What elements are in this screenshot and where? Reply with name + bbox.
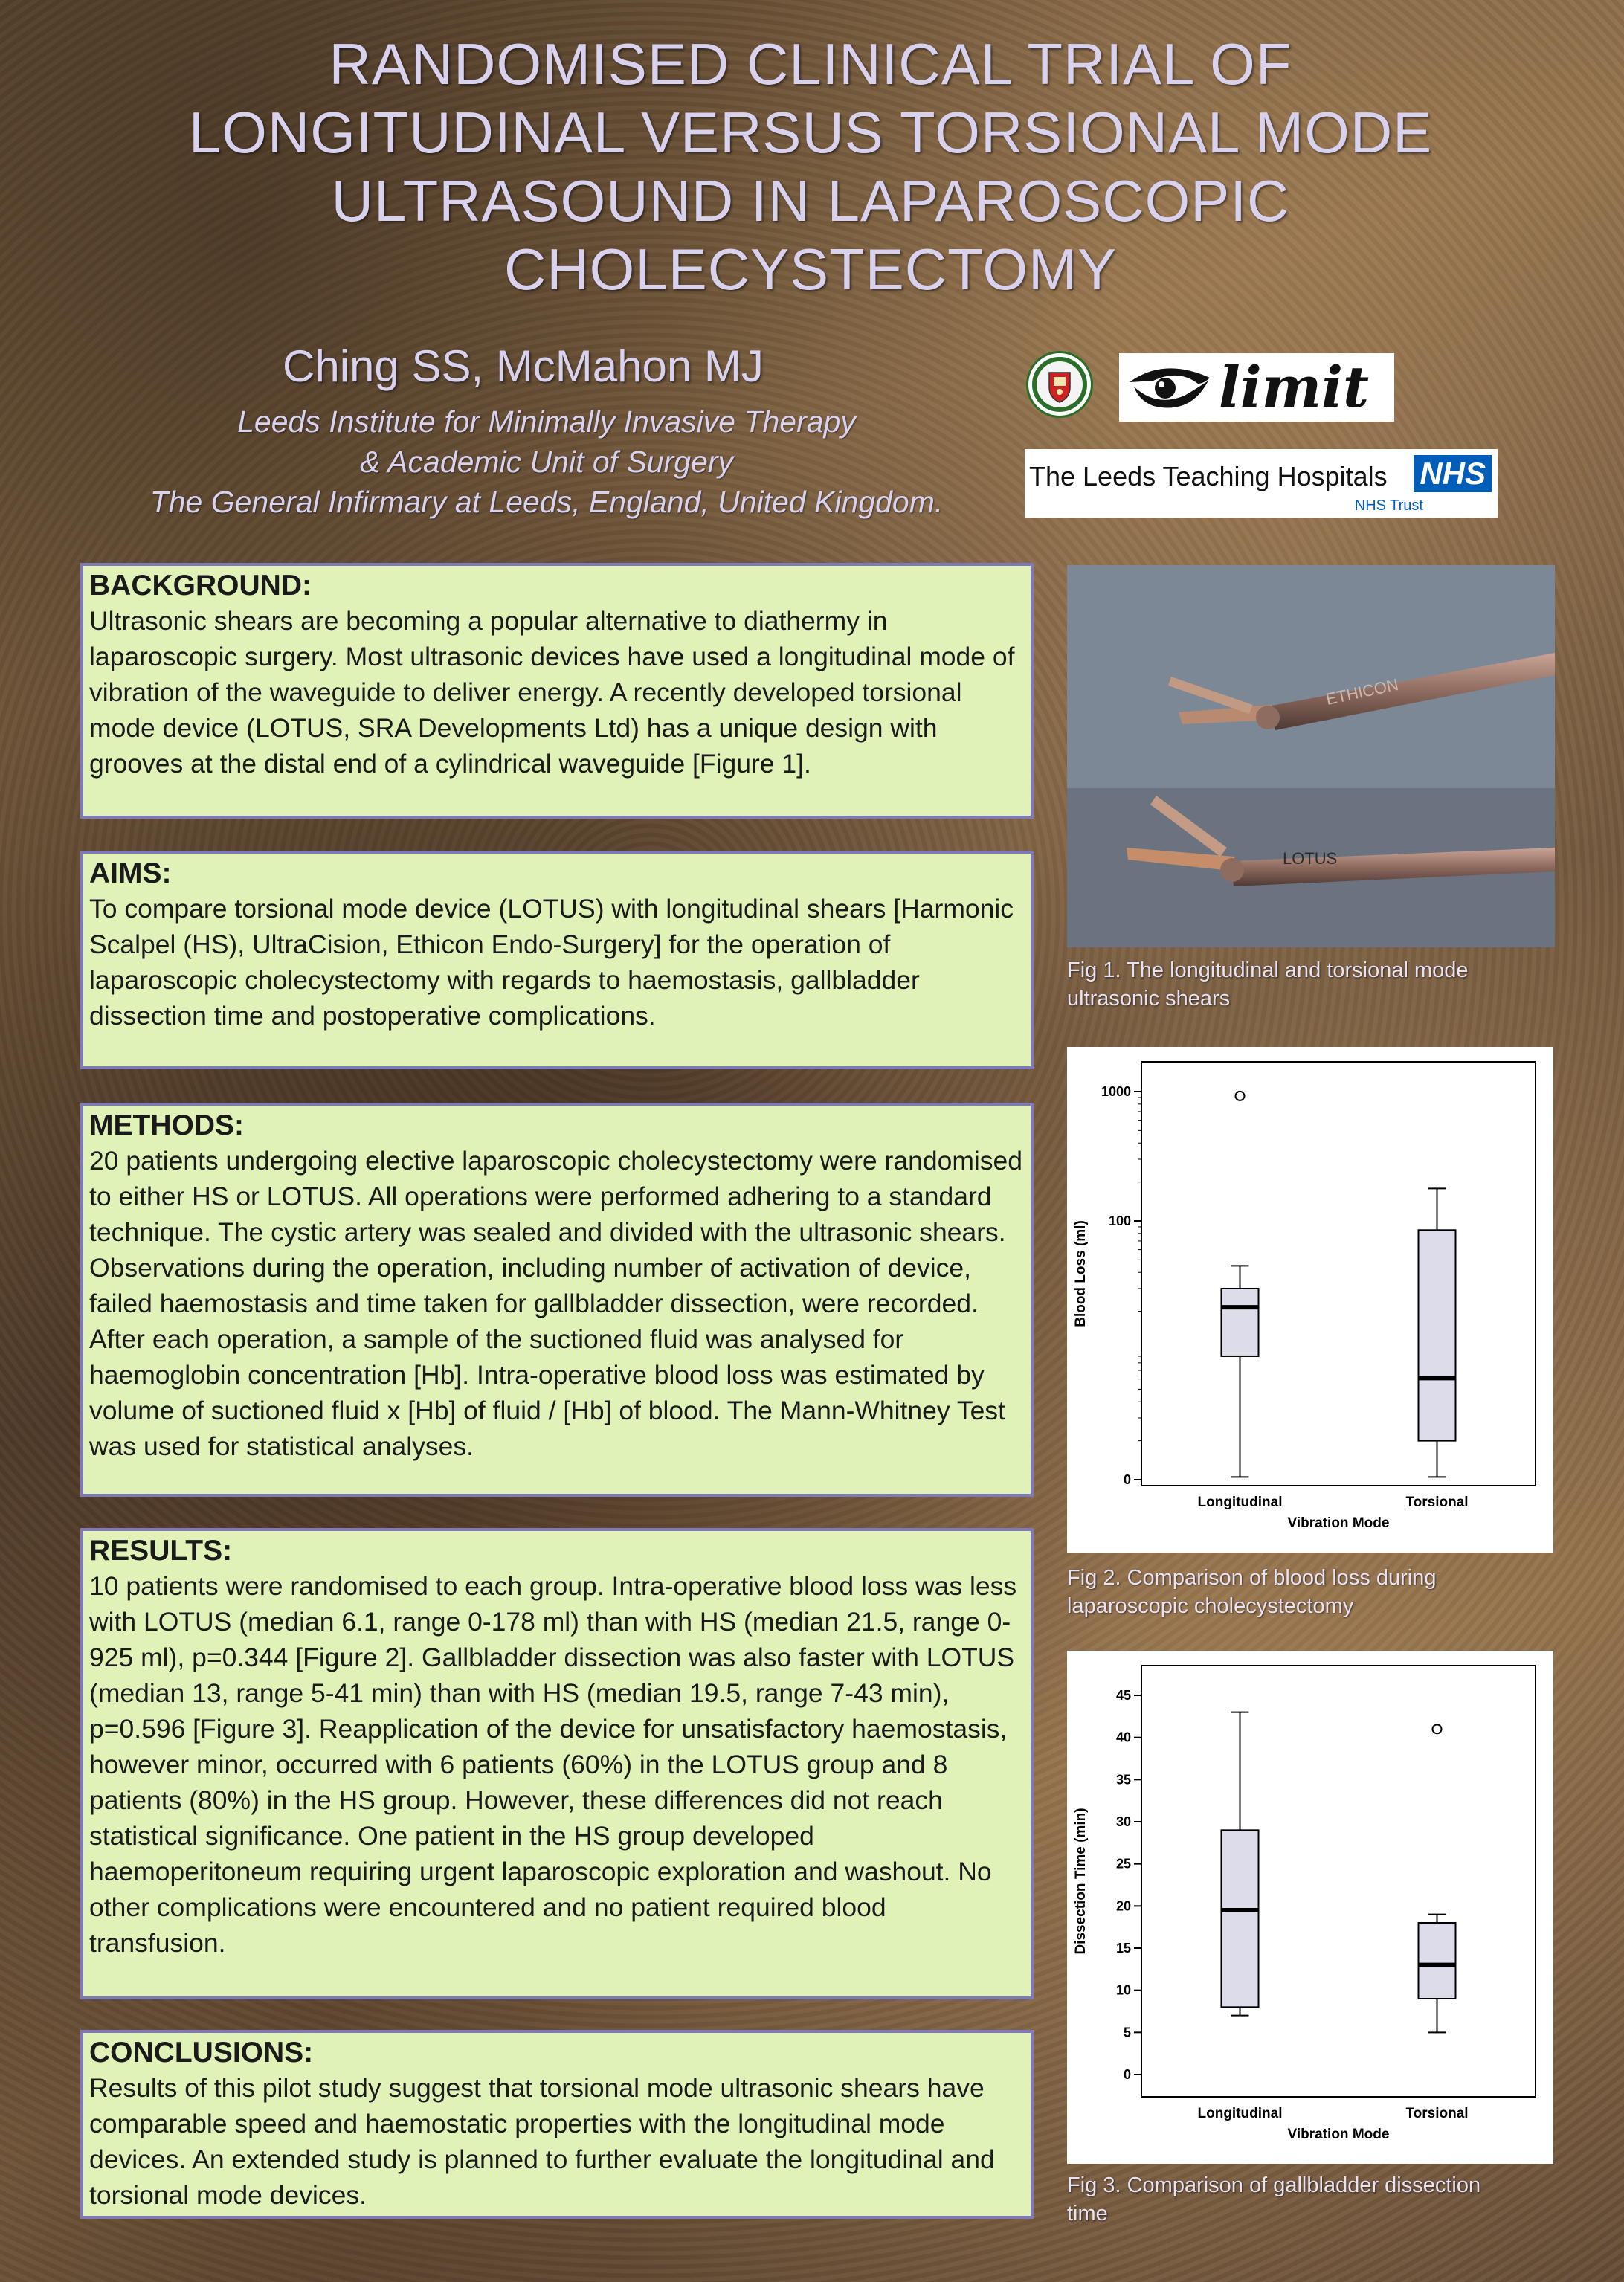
section-text: Results of this pilot study suggest that torsional mode ultrasonic shears have comparable speed and haemostatic properties with the longitudinal mode devices. An extended study is planned to further evaluate the longitudinal and torsional mode devices.	[89, 2073, 995, 2210]
shears-photo-illustration	[1067, 565, 1555, 947]
y-tick-label: 5	[1123, 2025, 1131, 2040]
y-tick-label: 35	[1115, 1772, 1131, 1788]
y-tick-label: 15	[1115, 1941, 1131, 1956]
affiliation	[89, 402, 1004, 522]
affiliation-line: The General Infirmary at Leeds, England, United Kingdom.	[149, 485, 944, 519]
title-line: ULTRASOUND IN LAPAROSCOPIC	[331, 168, 1290, 233]
y-tick-label: 20	[1115, 1898, 1131, 1914]
y-tick-label: 100	[1108, 1213, 1131, 1228]
nhs-org-name: The Leeds Teaching Hospitals	[1029, 461, 1388, 491]
box-iqr	[1222, 1289, 1259, 1356]
crest-icon	[1028, 353, 1091, 416]
y-tick-label: 0	[1123, 2067, 1131, 2082]
box-iqr	[1419, 1230, 1456, 1440]
y-tick-label: 1000	[1101, 1084, 1131, 1099]
x-category-label: Longitudinal	[1197, 2106, 1283, 2121]
section-text: 10 patients were randomised to each group. Intra-operative blood loss was less with LOTUS (median 6.1, range 0-178 ml) than with HS (median 21.5, range 0-925 ml), p=0.344 [Figure 2]. Gallbladder dissection was also faster with LOTUS (median 13, range 5-41 min) than with HS (median 19.5, range 7-43 min), p=0.596 [Figure 3]. Reapplication of the device for unsatisfactory haemostasis, however minor, occurred with 6 patients (60%) in the LOTUS group and 8 patients (80%) in the HS group. However, these differences did not reach statistical significance. One patient in the HS group developed haemoperitoneum requiring urgent laparoscopic exploration and washout. No other complications were encountered and no patient required blood transfusion.	[89, 1571, 1017, 1958]
title-line: RANDOMISED CLINICAL TRIAL OF	[329, 31, 1292, 97]
caption-line: Fig 2. Comparison of blood loss during	[1067, 1566, 1437, 1590]
caption-line: ultrasonic shears	[1067, 987, 1231, 1011]
dissection-time-chart-svg	[1067, 1651, 1553, 2164]
eye-icon	[1127, 361, 1216, 413]
nhs-badge: NHS	[1414, 455, 1492, 492]
figure2-caption	[1067, 1564, 1588, 1620]
section-heading: CONCLUSIONS:	[89, 2037, 314, 2069]
title-line: LONGITUDINAL VERSUS TORSIONAL MODE	[188, 100, 1433, 165]
conclusions-section	[80, 2030, 1034, 2219]
background-section	[80, 563, 1034, 819]
section-text: Ultrasonic shears are becoming a popular alternative to diathermy in laparoscopic surgery. Most ultrasonic devices have used a longitudinal mode of vibration of the waveguide to deliver energy. A recently developed torsional mode device (LOTUS, SRA Developments Ltd) has a unique design with grooves at the distal end of a cylindrical waveguide [Figure 1].	[89, 606, 1015, 779]
y-axis-title: Blood Loss (ml)	[1073, 1220, 1089, 1327]
caption-line: Fig 3. Comparison of gallbladder dissection	[1067, 2173, 1481, 2197]
title-line: CHOLECYSTECTOMY	[503, 236, 1118, 302]
section-heading: BACKGROUND:	[89, 570, 312, 602]
blood-loss-chart-svg	[1067, 1047, 1553, 1553]
affiliation-line: Leeds Institute for Minimally Invasive Therapy	[237, 404, 856, 439]
box-iqr	[1419, 1923, 1456, 1999]
y-tick-label: 40	[1115, 1730, 1131, 1745]
caption-line: Fig 1. The longitudinal and torsional mode	[1067, 958, 1469, 982]
y-tick-label: 25	[1115, 1856, 1131, 1872]
y-tick-label: 30	[1115, 1814, 1131, 1829]
figure1-photo	[1067, 565, 1555, 947]
blood-loss-boxplot	[1067, 1047, 1553, 1553]
x-category-label: Longitudinal	[1197, 1495, 1283, 1510]
limit-logo	[1119, 353, 1394, 422]
section-heading: AIMS:	[89, 857, 172, 889]
y-tick-label: 45	[1115, 1688, 1131, 1703]
y-tick-label: 10	[1115, 1982, 1131, 1998]
x-axis-title: Vibration Mode	[1287, 1515, 1390, 1531]
methods-section	[80, 1103, 1034, 1497]
university-crest-logo	[1026, 351, 1093, 418]
lotus-label: LOTUS	[1283, 849, 1338, 868]
results-section	[80, 1528, 1034, 1999]
x-category-label: Torsional	[1405, 1495, 1469, 1510]
figure3-caption	[1067, 2171, 1588, 2228]
limit-wordmark: limit	[1219, 354, 1370, 420]
outlier-point	[1236, 1092, 1245, 1100]
x-category-label: Torsional	[1405, 2106, 1469, 2121]
x-axis-title: Vibration Mode	[1287, 2127, 1390, 2142]
affiliation-line: & Academic Unit of Surgery	[359, 445, 734, 479]
nhs-trust-logo	[1025, 449, 1498, 518]
poster-title	[45, 30, 1576, 303]
section-heading: METHODS:	[89, 1109, 244, 1141]
section-text: 20 patients undergoing elective laparoscopic cholecystectomy were randomised to either HS or LOTUS. All operations were performed adhering to a standard technique. The cystic artery was sealed and divided with the ultrasonic shears. Observations during the operation, including number of activation of device, failed haemostasis and time taken for gallbladder dissection, were recorded. After each operation, a sample of the suctioned fluid was analysed for haemoglobin concentration [Hb]. Intra-operative blood loss was estimated by volume of suctioned fluid x [Hb] of fluid / [Hb] of blood. The Mann-Whitney Test was used for statistical analyses.	[89, 1146, 1023, 1461]
outlier-point	[1433, 1724, 1442, 1733]
dissection-time-boxplot	[1067, 1651, 1553, 2164]
y-axis-title: Dissection Time (min)	[1073, 1808, 1089, 1955]
box-iqr	[1222, 1830, 1259, 2007]
y-tick-label: 0	[1123, 1472, 1131, 1487]
authors: Ching SS, McMahon MJ	[283, 341, 764, 391]
aims-section	[80, 851, 1034, 1069]
section-text: To compare torsional mode device (LOTUS) with longitudinal shears [Harmonic Scalpel (HS), UltraCision, Ethicon Endo-Surgery] for the operation of laparoscopic cholecystectomy with regards to haemostasis, gallbladder dissection time and postoperative complications.	[89, 894, 1014, 1031]
figure1-caption	[1067, 956, 1588, 1013]
ethicon-label: ETHICON	[1324, 674, 1400, 709]
caption-line: laparoscopic cholecystectomy	[1067, 1594, 1354, 1618]
nhs-trust-label: NHS Trust	[1354, 497, 1423, 514]
caption-line: time	[1067, 2202, 1108, 2225]
section-heading: RESULTS:	[89, 1535, 233, 1567]
